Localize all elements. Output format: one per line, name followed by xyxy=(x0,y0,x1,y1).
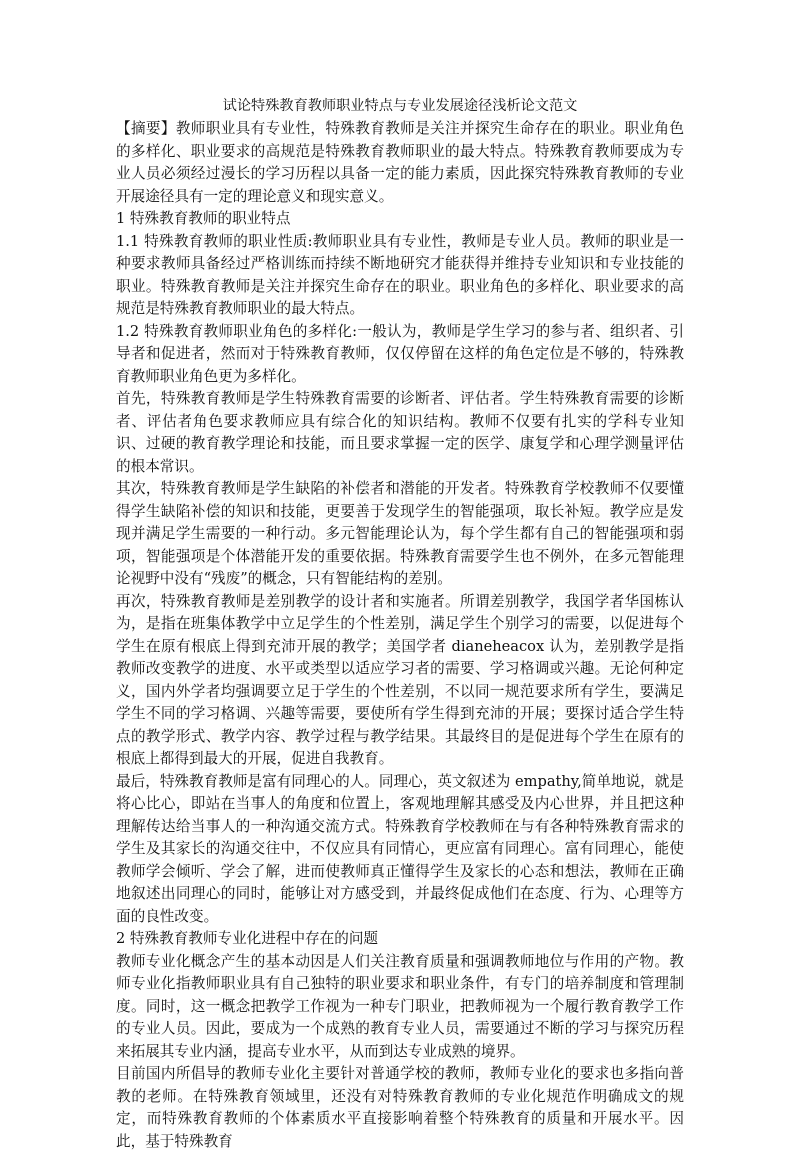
section-1-1-paragraph: 1.1 特殊教育教师的职业性质:教师职业具有专业性，教师是专业人员。教师的职业是一种要求教师具备经过严格训练而持续不断地研究才能获得并维持专业知识和专业技能的职业。特殊教育教师是关注并探究生命存在的职业。职业角色的多样化、职业要求的高规范是特殊教育教师职业的最大特点。 xyxy=(116,232,684,317)
first-role-paragraph: 首先，特殊教育教师是学生特殊教育需要的诊断者、评估者。学生特殊教育需要的诊断者、评估者角色要求教师应具有综合化的知识结构。教师不仅要有扎实的学科专业知识、过硬的教育教学理论和技能，而且要求掌握一定的医学、康复学和心理学测量评估的根本常识。 xyxy=(116,390,684,475)
document-page xyxy=(116,96,684,1153)
third-role-paragraph: 再次，特殊教育教师是差别教学的设计者和实施者。所谓差别教学，我国学者华国栋认为，是指在班集体教学中立足学生的个性差别，满足学生个别学习的需要，以促进每个学生在原有根底上得到充沛开展的教学；美国学者 dianeheacox 认为，差别教学是指教师改变教学的进度、水平或类型以适应学习者的需要、学习格调或兴趣。无论何种定义，国内外学者均强调要立足于学生的个性差别，不以同一规范要求所有学生，要满足学生不同的学习格调、兴趣等需要，要使所有学生得到充沛的开展；要探讨适合学生特点的教学形式、教学内容、教学过程与教学结果。其最终目的是促进每个学生在原有的根底上都得到最大的开展，促进自我教育。 xyxy=(116,592,684,767)
section-2-paragraph-2: 目前国内所倡导的教师专业化主要针对普通学校的教师，教师专业化的要求也多指向普教的老师。在特殊教育领域里，还没有对特殊教育教师的专业化规范作明确成文的规定，而特殊教育教师的个体素质水平直接影响着整个特殊教育的质量和开展水平。因此，基于特殊教育 xyxy=(116,1065,684,1150)
document-title: 试论特殊教育教师职业特点与专业发展途径浅析论文范文 xyxy=(222,98,578,114)
section-2-heading: 2 特殊教育教师专业化进程中存在的问题 xyxy=(116,930,379,947)
section-1-2-paragraph: 1.2 特殊教育教师职业角色的多样化:一般认为，教师是学生学习的参与者、组织者、引导者和促进者，然而对于特殊教育教师，仅仅停留在这样的角色定位是不够的，特殊教育教师职业角色更为多样化。 xyxy=(116,322,684,385)
final-role-paragraph: 最后，特殊教育教师是富有同理心的人。同理心，英文叙述为 empathy,简单地说，就是将心比心，即站在当事人的角度和位置上，客观地理解其感受及内心世界，并且把这种理解传达给当事人的一种沟通交流方式。特殊教育学校教师在与有各种特殊教育需求的学生及其家长的沟通交往中，不仅应具有同情心，更应富有同理心。富有同理心，能使教师学会倾听、学会了解，进而使教师真正懂得学生及家长的心态和想法，教师在正确地叙述出同理心的同时，能够让对方感受到，并最终促成他们在态度、行为、心理等方面的良性改变。 xyxy=(116,772,684,925)
abstract-paragraph: 【摘要】教师职业具有专业性，特殊教育教师是关注并探究生命存在的职业。职业角色的多样化、职业要求的高规范是特殊教育教师职业的最大特点。特殊教育教师要成为专业人员必须经过漫长的学习历程以具备一定的能力素质，因此探究特殊教育教师的专业开展途径具有一定的理论意义和现实意义。 xyxy=(116,120,684,205)
section-2-paragraph-1: 教师专业化概念产生的基本动因是人们关注教育质量和强调教师地位与作用的产物。教师专业化指教师职业具有自己独特的职业要求和职业条件，有专门的培养制度和管理制度。同时，这一概念把教学工作视为一种专门职业，把教师视为一个履行教育教学工作的专业人员。因此，要成为一个成熟的教育专业人员，需要通过不断的学习与探究历程来拓展其专业内涵，提高专业水平，从而到达专业成熟的境界。 xyxy=(116,952,684,1060)
section-1-heading: 1 特殊教育教师的职业特点 xyxy=(116,210,291,227)
second-role-paragraph: 其次，特殊教育教师是学生缺陷的补偿者和潜能的开发者。特殊教育学校教师不仅要懂得学生缺陷补偿的知识和技能，更要善于发现学生的智能强项，取长补短。教学应是发现并满足学生需要的一种行动。多元智能理论认为，每个学生都有自己的智能强项和弱项，智能强项是个体潜能开发的重要依据。特殊教育需要学生也不例外，在多元智能理论视野中没有“残废”的概念，只有智能结构的差别。 xyxy=(116,480,684,587)
